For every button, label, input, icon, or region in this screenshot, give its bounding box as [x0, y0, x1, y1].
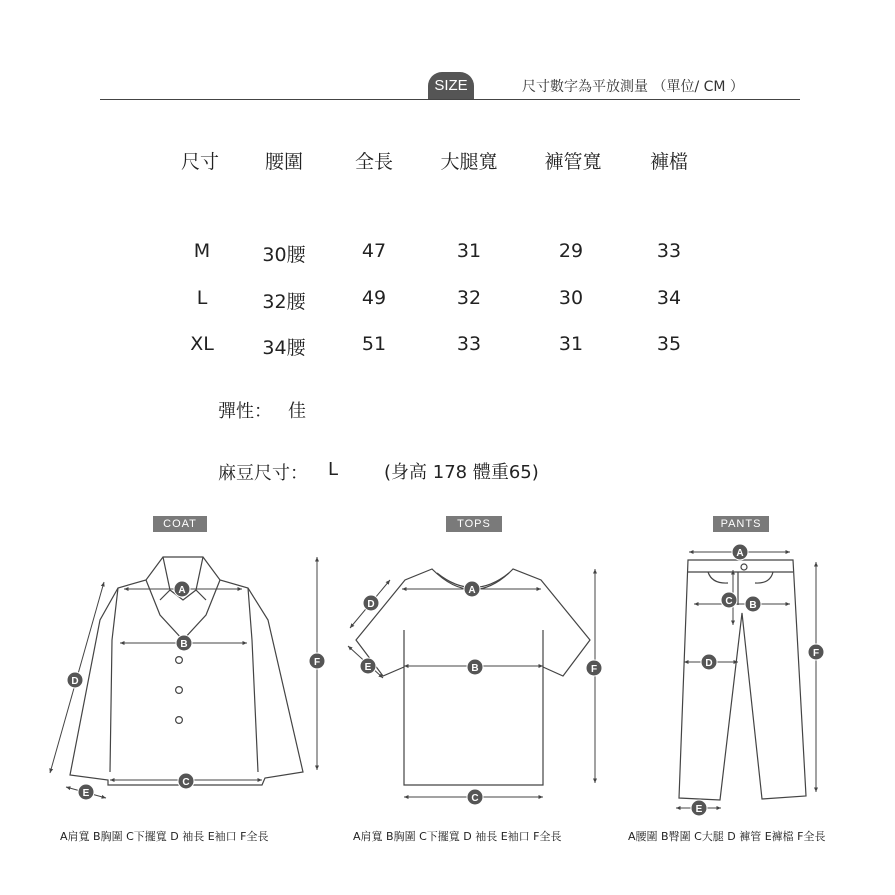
- pants-marker-label: C: [725, 596, 733, 607]
- pants-marker-label: A: [736, 548, 744, 559]
- pants-marker-label: B: [749, 600, 757, 611]
- table-cell: 47: [361, 240, 387, 262]
- pants-marker-label: D: [705, 658, 713, 669]
- size-badge: SIZE: [428, 72, 474, 100]
- table-cell: 30: [558, 287, 584, 309]
- column-header-rise: 褲檔: [649, 151, 688, 173]
- pants-diagram: [679, 560, 806, 800]
- measurement-note: 尺寸數字為平放測量 （單位/ CM ）: [522, 79, 744, 95]
- table-cell: 35: [656, 333, 682, 355]
- elasticity-label: 彈性：: [218, 401, 272, 422]
- pants-marker-label: E: [695, 804, 703, 815]
- tops-marker-label: D: [367, 599, 375, 610]
- table-cell: M: [193, 240, 211, 262]
- coat-marker-label: A: [178, 585, 186, 596]
- tops-marker-label: B: [471, 663, 479, 674]
- table-cell: 31: [456, 240, 482, 262]
- pants-legend: A腰圍 B臀圍 C大腿 D 褲管 E褲檔 F全長: [628, 830, 826, 843]
- coat-marker-label: E: [82, 788, 90, 799]
- coat-marker-label: F: [313, 657, 321, 668]
- coat-marker-label: C: [182, 777, 190, 788]
- tops-measure-lines: [348, 569, 598, 797]
- column-header-hem: 褲管寬: [544, 151, 602, 173]
- coat-legend: A肩寬 B胸圍 C下擺寬 D 袖長 E袖口 F全長: [60, 830, 269, 843]
- table-cell: 30腰: [262, 244, 306, 266]
- tops-marker-label: F: [590, 664, 598, 675]
- model-size-label: 麻豆尺寸：: [218, 463, 308, 484]
- coat-marker-label: B: [180, 639, 188, 650]
- table-cell: 34: [656, 287, 682, 309]
- column-header-length: 全長: [354, 151, 393, 173]
- tops-tag: TOPS: [446, 516, 502, 532]
- tops-marker-label: E: [364, 662, 372, 673]
- table-cell: 51: [361, 333, 387, 355]
- table-cell: XL: [190, 333, 214, 355]
- table-cell: 32: [456, 287, 482, 309]
- elasticity-value: 佳: [288, 401, 306, 422]
- table-cell: 29: [558, 240, 584, 262]
- table-cell: 33: [656, 240, 682, 262]
- coat-marker-label: D: [71, 676, 79, 687]
- tops-legend: A肩寬 B胸圍 C下擺寬 D 袖長 E袖口 F全長: [353, 830, 562, 843]
- tops-marker-label: A: [468, 585, 476, 596]
- column-header-size: 尺寸: [180, 151, 219, 173]
- pants-tag: PANTS: [713, 516, 769, 532]
- table-cell: 49: [361, 287, 387, 309]
- table-cell: 32腰: [262, 291, 306, 313]
- column-header-thigh: 大腿寬: [440, 151, 498, 173]
- table-cell: 33: [456, 333, 482, 355]
- model-size-value: L: [328, 459, 339, 480]
- table-cell: L: [196, 287, 208, 309]
- tops-diagram: [356, 569, 590, 785]
- table-cell: 34腰: [262, 337, 306, 359]
- model-measurements: (身高 178 體重65): [384, 462, 539, 483]
- pants-marker-label: F: [812, 648, 820, 659]
- column-header-waist: 腰圍: [264, 151, 303, 173]
- marker-badges: [67, 544, 824, 816]
- coat-tag: COAT: [153, 516, 207, 532]
- tops-marker-label: C: [471, 793, 479, 804]
- table-cell: 31: [558, 333, 584, 355]
